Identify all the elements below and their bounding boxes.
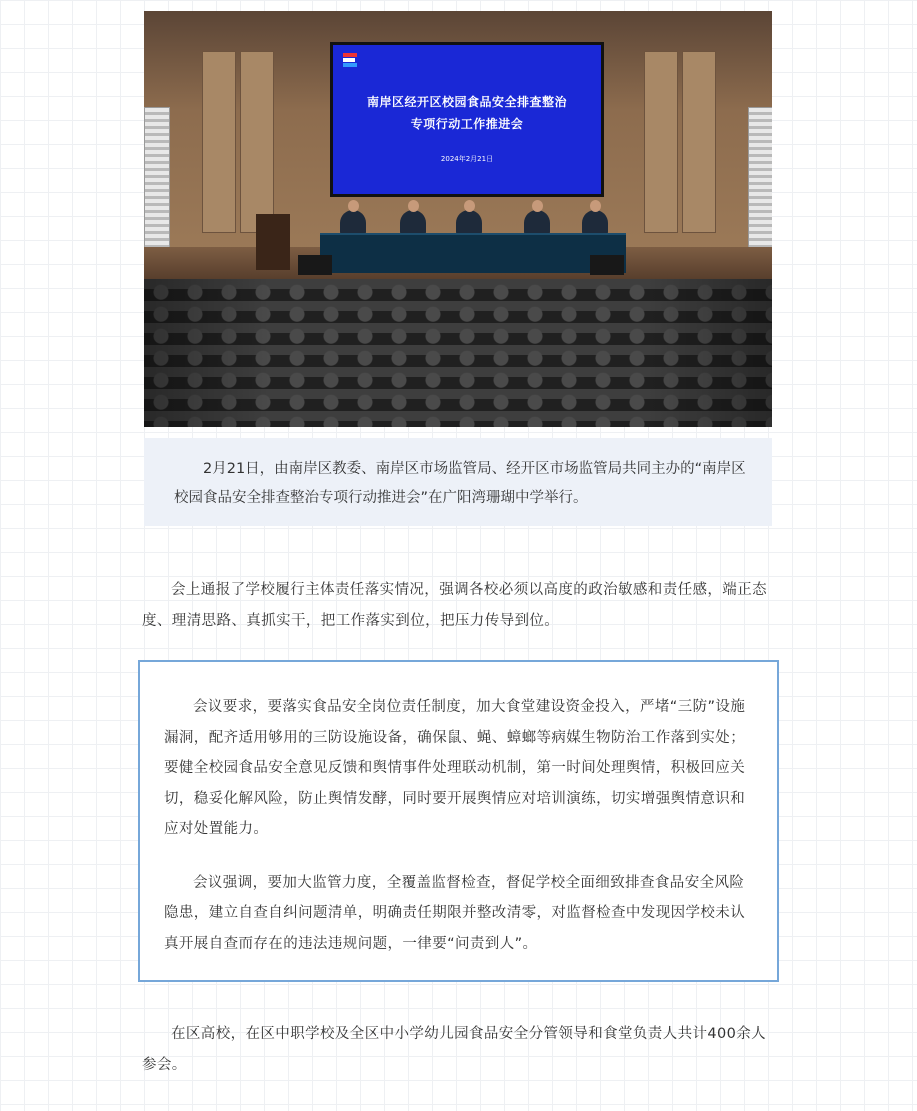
highlight-box (138, 660, 779, 982)
meeting-photo (144, 11, 772, 427)
screen-title (333, 91, 601, 135)
screen-title-line2: 专项行动工作推进会 (410, 117, 524, 131)
screen-title-line1: 南岸区经开区校园食品安全排查整治 (366, 95, 567, 109)
wall-vent (144, 107, 170, 249)
speaker (298, 255, 332, 275)
screen-date: 2024年2月21日 (440, 155, 494, 163)
wall-vent (748, 107, 772, 249)
wall-panel (682, 51, 716, 233)
speaker (590, 255, 624, 275)
paragraph: 在区高校，在区中职学校及全区中小学幼儿园食品安全分管领导和食堂负责人共计400余人参会。 (142, 1026, 767, 1073)
caption-text: 2月21日，由南岸区教委、南岸区市场监管局、经开区市场监管局共同主办的“南岸区校园食品安全排查整治专项行动推进会”在广阳湾珊瑚中学举行。 (174, 461, 746, 506)
audience (144, 279, 772, 427)
box-paragraph: 会议强调，要加大监管力度，全覆盖监督检查，督促学校全面细致排查食品安全风险隐患，建立自查自纠问题清单，明确责任期限并整改清零，对监督检查中发现因学校未认真开展自查而存在的违法违规问题，一律要“问责到人”。 (164, 874, 746, 952)
presidium-table (320, 233, 626, 273)
podium (256, 214, 290, 270)
wall-panel (202, 51, 236, 233)
wall-panel (644, 51, 678, 233)
wall-panel (240, 51, 274, 233)
paragraph: 会上通报了学校履行主体责任落实情况，强调各校必须以高度的政治敏感和责任感，端正态度、理清思路、真抓实干，把工作落实到位，把压力传导到位。 (142, 582, 767, 629)
photo-caption (144, 438, 772, 526)
box-paragraph: 会议要求，要落实食品安全岗位责任制度，加大食堂建设资金投入，严堵“三防”设施漏洞，配齐适用够用的三防设施设备，确保鼠、蝇、蟑螂等病媒生物防治工作落到实处；要健全校园食品安全意见反馈和舆情事件处理联动机制，第一时间处理舆情，积极回应关切，稳妥化解风险，防止舆情发酵，同时要开展舆情应对培训演练，切实增强舆情意识和应对处置能力。 (164, 699, 746, 837)
logo-icon (343, 53, 359, 67)
projection-screen (330, 42, 604, 197)
